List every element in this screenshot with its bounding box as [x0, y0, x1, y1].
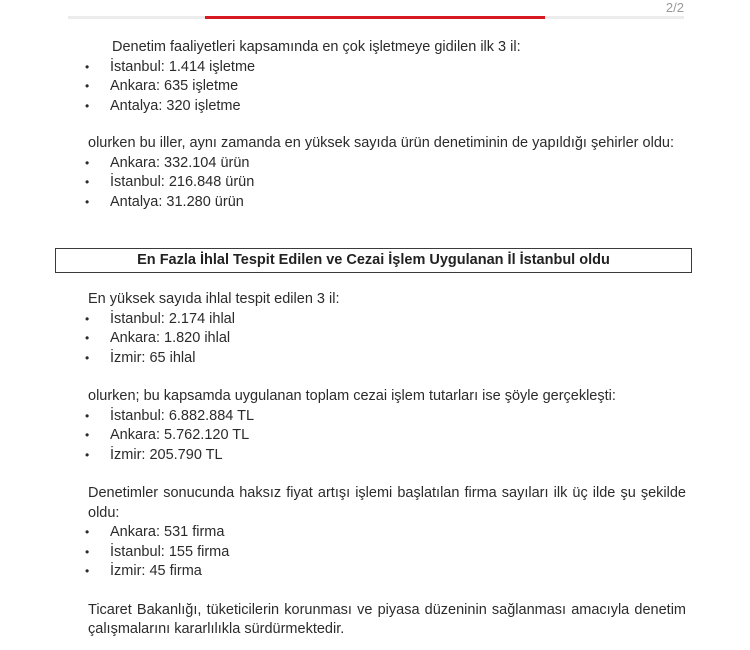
paragraph-intro: Denetim faaliyetleri kapsamında en çok işletmeye gidilen ilk 3 il: — [112, 39, 521, 55]
list-item: • Ankara: 332.104 ürün — [85, 154, 250, 171]
list-penalties — [85, 407, 686, 466]
list-item: • Ankara: 635 işletme — [85, 78, 239, 94]
list-item: • İstanbul: 1.414 işletme — [85, 58, 256, 75]
list-item: • İstanbul: 6.882.884 TL — [85, 407, 255, 424]
paragraph-firms-intro: Denetimler sonucunda haksız fiyat artışı işlemi başlatılan firma sayıları ilk üç ilde şu şekilde oldu: — [88, 485, 686, 521]
list-violations — [85, 310, 686, 369]
list-item: • Ankara: 5.762.120 TL — [85, 427, 250, 443]
section-violations — [85, 290, 686, 640]
paragraph-followup: olurken bu iller, aynı zamanda en yüksek sayıda ürün denetiminin de yapıldığı şehirler oldu: — [88, 135, 674, 151]
list-item: • İzmir: 65 ihlal — [85, 349, 196, 366]
list-business-visits — [85, 58, 686, 117]
page-number: 2/2 — [665, 0, 684, 15]
paragraph-closing: Ticaret Bakanlığı, tüketicilerin korunması ve piyasa düzeninin sağlanması amacıyla denetim çalışmalarını kararlılıkla sürdürmektedir. — [88, 601, 686, 637]
list-item: • İstanbul: 2.174 ihlal — [85, 310, 235, 327]
list-firms — [85, 523, 686, 582]
paragraph-penalties-intro: olurken; bu kapsamda uygulanan toplam cezai işlem tutarları ise şöyle gerçekleşti: — [88, 388, 616, 404]
section-top-provinces — [85, 38, 686, 212]
list-item: • İzmir: 205.790 TL — [85, 446, 223, 463]
list-item: • Antalya: 31.280 ürün — [85, 193, 244, 210]
list-item: • Ankara: 531 firma — [85, 524, 225, 540]
header-accent-line — [205, 16, 545, 19]
list-item: • İstanbul: 155 firma — [85, 543, 230, 560]
section-heading-box: En Fazla İhlal Tespit Edilen ve Cezai İşlem Uygulanan İl İstanbul oldu — [55, 248, 692, 273]
list-item: • Antalya: 320 işletme — [85, 97, 241, 114]
list-item: • Ankara: 1.820 ihlal — [85, 330, 231, 346]
paragraph-violations-intro: En yüksek sayıda ihlal tespit edilen 3 il: — [88, 291, 340, 307]
header-divider — [68, 16, 684, 19]
list-item: • İstanbul: 216.848 ürün — [85, 174, 255, 190]
list-item: • İzmir: 45 firma — [85, 563, 202, 579]
list-product-inspections — [85, 154, 686, 213]
